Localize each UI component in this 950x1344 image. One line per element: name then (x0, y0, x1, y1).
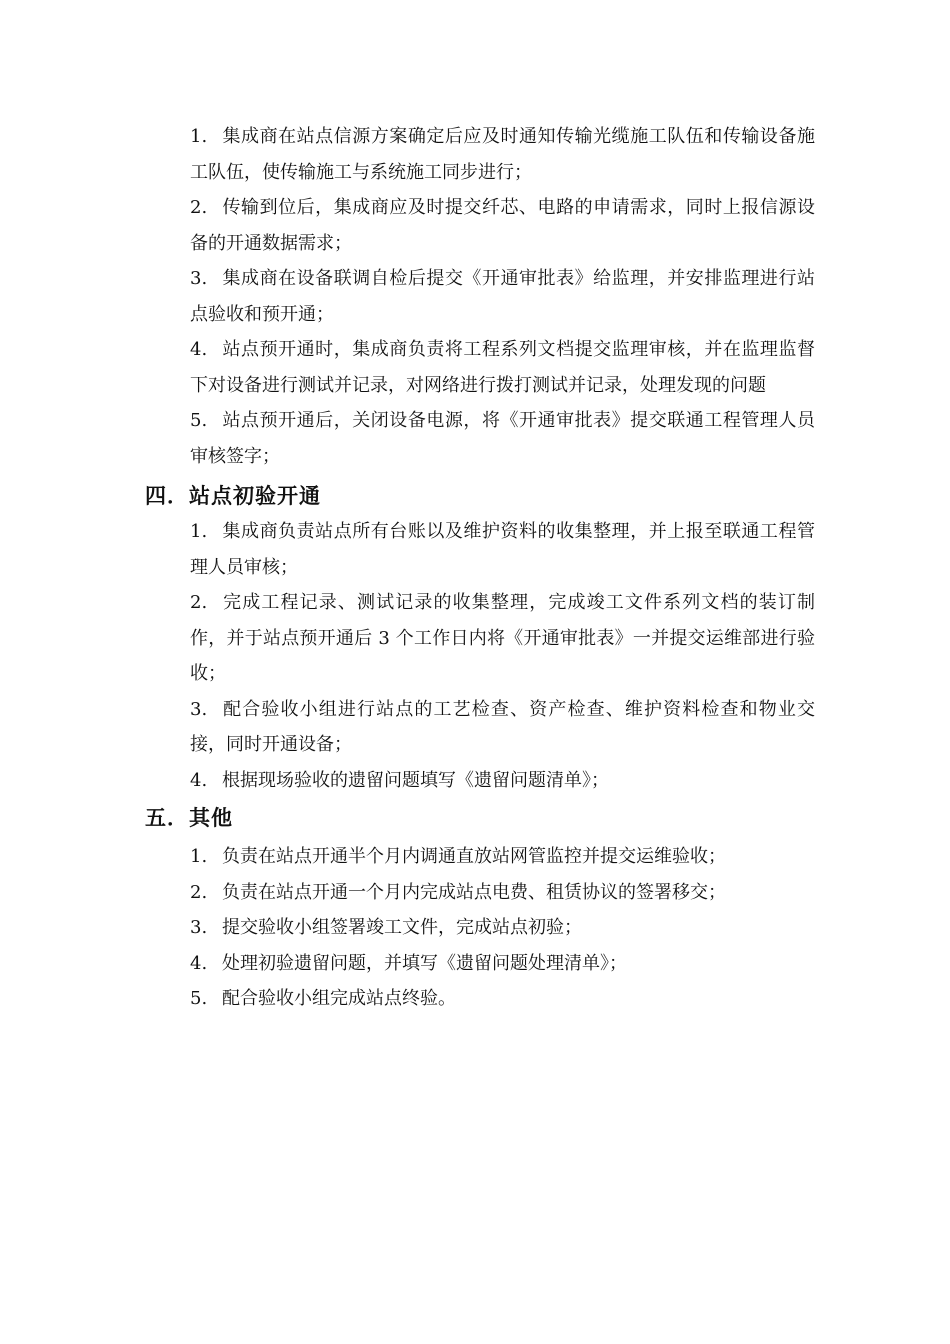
item-text: 集成商在设备联调自检后提交《开通审批表》给监理，并安排监理进行站点验收和预开通； (190, 268, 815, 325)
list-item (190, 946, 815, 982)
list-item (190, 981, 815, 1017)
item-text: 站点预开通时，集成商负责将工程系列文档提交监理审核，并在监理监督下对设备进行测试并记录，对网络进行拨打测试并记录，处理发现的问题 (190, 339, 815, 396)
item-number: 5. (190, 410, 208, 431)
section-five-heading: 五．其他 (145, 805, 233, 830)
item-number: 1. (190, 126, 208, 147)
list-item (190, 403, 815, 474)
list-item (190, 763, 815, 799)
item-number: 2. (190, 592, 208, 613)
item-number: 3. (190, 268, 208, 289)
item-text: 站点预开通后，关闭设备电源，将《开通审批表》提交联通工程管理人员审核签字； (190, 410, 815, 467)
list-item (190, 692, 815, 763)
item-text: 集成商负责站点所有台账以及维护资料的收集整理，并上报至联通工程管理人员审核； (190, 521, 815, 578)
section-five-list (190, 839, 815, 1017)
item-text: 集成商在站点信源方案确定后应及时通知传输光缆施工队伍和传输设备施工队伍，使传输施工与系统施工同步进行； (190, 126, 815, 183)
list-item (190, 119, 815, 190)
list-item (190, 585, 815, 692)
list-item (190, 332, 815, 403)
list-item (190, 910, 815, 946)
item-text: 配合验收小组完成站点终验。 (222, 988, 456, 1009)
item-number: 4. (190, 952, 208, 974)
item-number: 1. (190, 521, 208, 542)
item-text: 负责在站点开通半个月内调通直放站网管监控并提交运维验收； (222, 846, 726, 867)
section-four-heading: 四．站点初验开通 (145, 483, 321, 508)
item-number: 1. (190, 846, 208, 867)
item-number: 3. (190, 698, 208, 720)
list-item (190, 875, 815, 911)
item-number: 4. (190, 769, 208, 791)
item-text: 根据现场验收的遗留问题填写《遗留问题清单》； (222, 769, 609, 791)
item-number: 3. (190, 917, 208, 938)
list-item (190, 261, 815, 332)
item-number: 2. (190, 881, 208, 903)
section-four-list (190, 514, 815, 798)
item-number: 4. (190, 339, 208, 360)
list-item (190, 514, 815, 585)
item-number: 2. (190, 197, 208, 218)
item-text: 完成工程记录、测试记录的收集整理，完成竣工文件系列文档的装订制作，并于站点预开通后 3 个工作日内将《开通审批表》一并提交运维部进行验收； (190, 592, 815, 684)
item-text: 配合验收小组进行站点的工艺检查、资产检查、维护资料检查和物业交接，同时开通设备； (190, 698, 815, 755)
section-three-list (190, 119, 815, 474)
item-text: 提交验收小组签署竣工文件，完成站点初验； (222, 917, 582, 938)
list-item (190, 190, 815, 261)
item-text: 传输到位后，集成商应及时提交纤芯、电路的申请需求，同时上报信源设备的开通数据需求； (190, 197, 815, 254)
item-text: 负责在站点开通一个月内完成站点电费、租赁协议的签署移交； (222, 881, 726, 903)
list-item (190, 839, 815, 875)
item-text: 处理初验遗留问题，并填写《遗留问题处理清单》； (222, 952, 627, 974)
item-number: 5. (190, 988, 208, 1009)
